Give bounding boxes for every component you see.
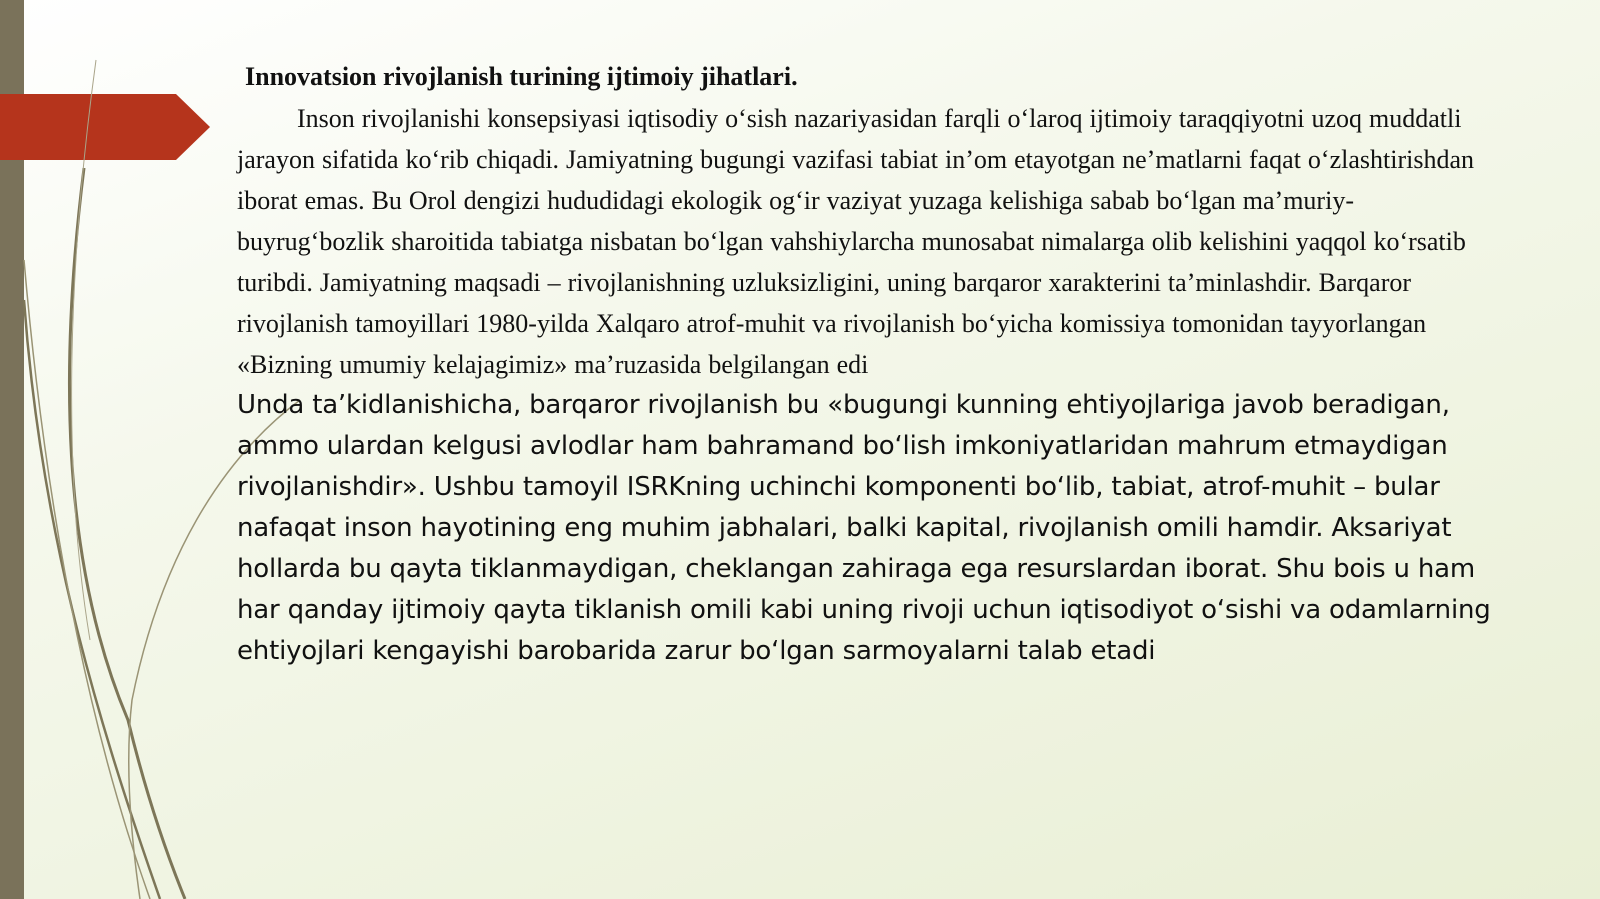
decor-line-2	[24, 300, 160, 899]
paragraph-2: Unda ta’kidlanishicha, barqaror rivojlanish bu «bugungi kunning ehtiyojlariga javob beradigan, ammo ulardan kelgusi avlodlar ham bahramand bo‘lish imkoniyatlaridan mahrum etmaydigan rivojlanishdir». Ushbu tamoyil ISRKning uchinchi komponenti bo‘lib, tabiat, atrof-muhit – bular nafaqat inson hayotining eng muhim jabhalari, balki kapital, rivojlanish omili hamdir. Aksariyat hollarda bu qayta tiklanmaydigan, cheklangan zahiraga ega resurslardan iborat. Shu bois u ham har qanday ijtimoiy qayta tiklanish omili kabi uning rivoji uchun iqtisodiyot o‘sishi va odamlarning ehtiyojlari kengayishi barobarida zarur bo‘lgan sarmoyalarni talab etadi	[237, 390, 1491, 666]
red-arrow-pennant	[0, 94, 210, 160]
slide-content	[237, 58, 1497, 672]
slide-title: Innovatsion rivojlanish turining ijtimoiy jihatlari.	[245, 62, 798, 91]
decor-line-1	[69, 168, 185, 899]
paragraph-1: Inson rivojlanishi konsepsiyasi iqtisodiy o‘sish nazariyasidan farqli o‘laroq ijtimoiy taraqqiyotni uzoq muddatli jarayon sifatida ko‘rib chiqadi. Jamiyatning bugungi vazifasi tabiat in’om etayotgan ne’matlarni faqat o‘zlashtirishdan iborat emas. Bu Orol dengizi hududidagi ekologik og‘ir vaziyat yuzaga kelishiga sabab bo‘lgan ma’muriy-buyrug‘bozlik sharoitida tabiatga nisbatan bo‘lgan vahshiylarcha munosabat nimalarga olib kelishini yaqqol ko‘rsatib turibdi. Jamiyatning maqsadi – rivojlanishning uzluksizligini, uning barqaror xarakterini ta’minlashdir. Barqaror rivojlanish tamoyillari 1980-yilda Xalqaro atrof-muhit va rivojlanish bo‘yicha komissiya tomonidan tayyorlangan «Bizning umumiy kelajagimiz» ma’ruzasida belgilangan edi	[237, 104, 1475, 379]
